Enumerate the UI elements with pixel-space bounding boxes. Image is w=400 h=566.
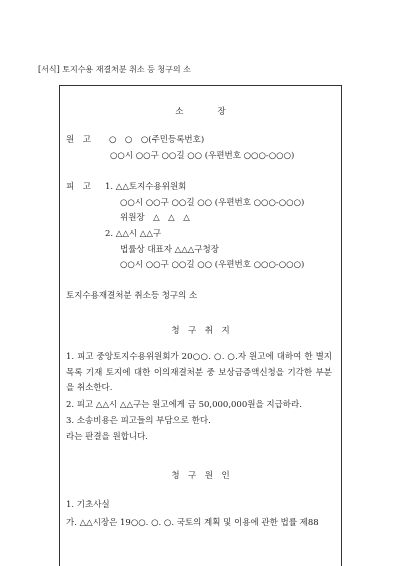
- purpose-closing: 라는 판결을 원합니다.: [66, 432, 149, 442]
- complaint-box: [59, 85, 342, 566]
- defendant-2-address: ○○시 ○○구 ○○길 ○○ (우편번호 ○○○-○○○): [120, 260, 305, 270]
- case-name: 토지수용재결처분 취소등 청구의 소: [66, 291, 198, 301]
- plaintiff-address: ○○시 ○○구 ○○길 ○○ (우편번호 ○○○-○○○): [110, 151, 295, 161]
- document-title: 소 장: [175, 107, 226, 117]
- cause-heading: 청 구 원 인: [171, 471, 230, 481]
- defendant-2-representative: 법률상 대표자 △△△구청장: [120, 245, 219, 255]
- document-caption: [서식] 토지수용 재결처분 취소 등 청구의 소: [38, 65, 191, 74]
- defendant-label: 피 고: [66, 182, 91, 192]
- cause-item-a: 가. △△시장은 19○○. ○. ○. 국토의 계획 및 이용에 관한 법률 제88: [66, 518, 319, 528]
- defendant-1-address: ○○시 ○○구 ○○길 ○○ (우편번호 ○○○-○○○): [120, 198, 305, 208]
- cause-section-title: 1. 기초사실: [66, 500, 110, 510]
- plaintiff-name: ○ ○ ○(주민등록번호): [109, 135, 205, 145]
- purpose-item-3: 3. 소송비용은 피고들의 부담으로 한다.: [66, 416, 211, 426]
- plaintiff-label: 원 고: [66, 135, 91, 145]
- defendant-1-representative: 위원장 △ △ △: [120, 213, 190, 223]
- purpose-item-2: 2. 피고 △△시 △△구는 원고에게 금 50,000,000원을 지급하라.: [66, 400, 302, 410]
- purpose-heading: 청 구 취 지: [171, 326, 230, 336]
- defendant-1-name: 1. △△토지수용위원회: [105, 182, 187, 192]
- defendant-2-name: 2. △△시 △△구: [105, 229, 162, 239]
- purpose-item-1: 1. 피고 중앙토지수용위원회가 20○○. ○. ○.자 원고에 대하여 한 별지 목록 기재 토지에 대한 이의재결처분 중 보상금증액신청을 기각한 부분을 취소한다.: [66, 352, 332, 393]
